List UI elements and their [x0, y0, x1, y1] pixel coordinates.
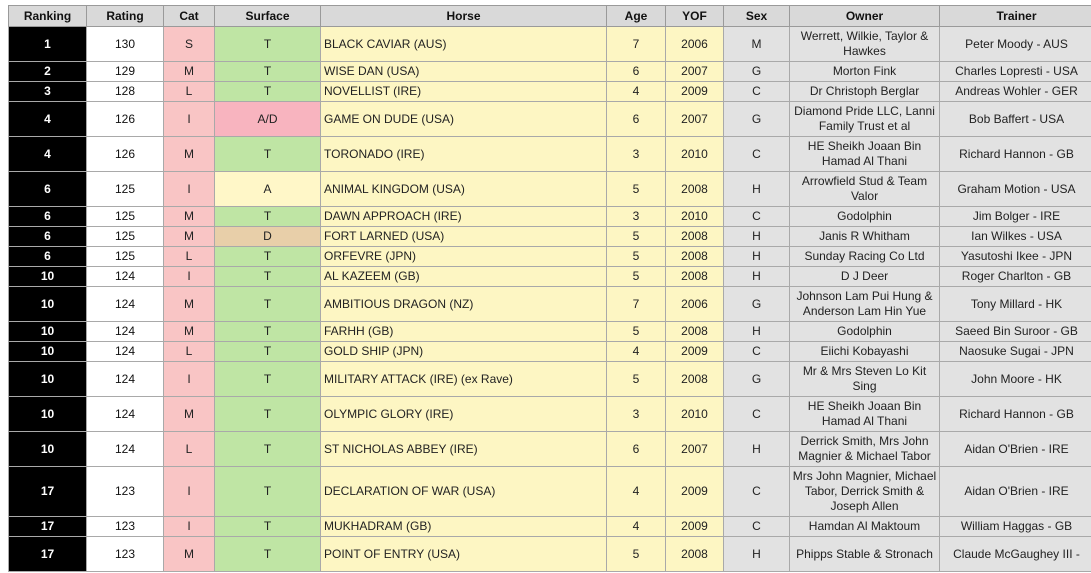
sex-cell: G [724, 362, 790, 397]
cat-cell: I [164, 102, 215, 137]
trainer-cell: Aidan O'Brien - IRE [940, 467, 1091, 517]
rating-cell: 124 [87, 267, 164, 287]
horse-name-cell: NOVELLIST (IRE) [321, 82, 607, 102]
trainer-cell: William Haggas - GB [940, 517, 1091, 537]
ranking-cell: 6 [9, 227, 87, 247]
age-cell: 5 [607, 537, 666, 572]
table-row [9, 62, 1091, 82]
surface-cell: T [215, 82, 321, 102]
owner-cell: Derrick Smith, Mrs John Magnier & Michael Tabor [790, 432, 940, 467]
age-cell: 4 [607, 342, 666, 362]
rating-cell: 125 [87, 172, 164, 207]
ranking-cell: 10 [9, 287, 87, 322]
col-header-ranking[interactable]: Ranking [9, 6, 87, 27]
ranking-cell: 10 [9, 342, 87, 362]
sex-cell: C [724, 397, 790, 432]
rankings-table [8, 5, 1091, 572]
surface-cell: A [215, 172, 321, 207]
yof-cell: 2006 [666, 287, 724, 322]
table-row [9, 432, 1091, 467]
surface-cell: T [215, 137, 321, 172]
sex-cell: C [724, 517, 790, 537]
owner-cell: Mrs John Magnier, Michael Tabor, Derrick Smith & Joseph Allen [790, 467, 940, 517]
trainer-cell: Andreas Wohler - GER [940, 82, 1091, 102]
horse-name-cell: FORT LARNED (USA) [321, 227, 607, 247]
cat-cell: M [164, 287, 215, 322]
owner-cell: Janis R Whitham [790, 227, 940, 247]
cat-cell: I [164, 267, 215, 287]
age-cell: 5 [607, 322, 666, 342]
rating-cell: 125 [87, 207, 164, 227]
trainer-cell: Aidan O'Brien - IRE [940, 432, 1091, 467]
table-row [9, 207, 1091, 227]
yof-cell: 2008 [666, 362, 724, 397]
ranking-cell: 4 [9, 102, 87, 137]
rating-cell: 124 [87, 322, 164, 342]
sex-cell: G [724, 287, 790, 322]
horse-name-cell: OLYMPIC GLORY (IRE) [321, 397, 607, 432]
ranking-cell: 1 [9, 27, 87, 62]
rating-cell: 123 [87, 467, 164, 517]
horse-name-cell: MUKHADRAM (GB) [321, 517, 607, 537]
trainer-cell: Graham Motion - USA [940, 172, 1091, 207]
rating-cell: 124 [87, 362, 164, 397]
trainer-cell: Naosuke Sugai - JPN [940, 342, 1091, 362]
age-cell: 6 [607, 102, 666, 137]
age-cell: 3 [607, 397, 666, 432]
sex-cell: C [724, 207, 790, 227]
sex-cell: H [724, 537, 790, 572]
age-cell: 3 [607, 207, 666, 227]
yof-cell: 2007 [666, 432, 724, 467]
owner-cell: Mr & Mrs Steven Lo Kit Sing [790, 362, 940, 397]
surface-cell: T [215, 27, 321, 62]
yof-cell: 2008 [666, 227, 724, 247]
table-row [9, 362, 1091, 397]
age-cell: 6 [607, 432, 666, 467]
ranking-cell: 6 [9, 207, 87, 227]
rating-cell: 124 [87, 287, 164, 322]
ranking-cell: 10 [9, 322, 87, 342]
surface-cell: T [215, 207, 321, 227]
yof-cell: 2008 [666, 322, 724, 342]
table-row [9, 27, 1091, 62]
col-header-surface[interactable]: Surface [215, 6, 321, 27]
sex-cell: C [724, 137, 790, 172]
trainer-cell: Richard Hannon - GB [940, 137, 1091, 172]
yof-cell: 2010 [666, 137, 724, 172]
surface-cell: T [215, 322, 321, 342]
cat-cell: M [164, 62, 215, 82]
cat-cell: M [164, 397, 215, 432]
trainer-cell: Yasutoshi Ikee - JPN [940, 247, 1091, 267]
col-header-trainer[interactable]: Trainer [940, 6, 1091, 27]
table-row [9, 537, 1091, 572]
trainer-cell: Saeed Bin Suroor - GB [940, 322, 1091, 342]
yof-cell: 2009 [666, 342, 724, 362]
cat-cell: M [164, 207, 215, 227]
sex-cell: H [724, 432, 790, 467]
owner-cell: Dr Christoph Berglar [790, 82, 940, 102]
trainer-cell: John Moore - HK [940, 362, 1091, 397]
col-header-yof[interactable]: YOF [666, 6, 724, 27]
table-row [9, 247, 1091, 267]
owner-cell: Sunday Racing Co Ltd [790, 247, 940, 267]
rating-cell: 128 [87, 82, 164, 102]
surface-cell: D [215, 227, 321, 247]
table-row [9, 287, 1091, 322]
table-row [9, 342, 1091, 362]
yof-cell: 2008 [666, 172, 724, 207]
table-row [9, 82, 1091, 102]
rating-cell: 126 [87, 137, 164, 172]
owner-cell: Eiichi Kobayashi [790, 342, 940, 362]
trainer-cell: Ian Wilkes - USA [940, 227, 1091, 247]
ranking-cell: 6 [9, 172, 87, 207]
surface-cell: T [215, 267, 321, 287]
sex-cell: M [724, 27, 790, 62]
ranking-cell: 17 [9, 517, 87, 537]
horse-name-cell: BLACK CAVIAR (AUS) [321, 27, 607, 62]
owner-cell: Johnson Lam Pui Hung & Anderson Lam Hin Yue [790, 287, 940, 322]
sex-cell: G [724, 62, 790, 82]
cat-cell: I [164, 517, 215, 537]
ranking-cell: 4 [9, 137, 87, 172]
age-cell: 5 [607, 362, 666, 397]
rating-cell: 123 [87, 537, 164, 572]
owner-cell: Phipps Stable & Stronach [790, 537, 940, 572]
rating-cell: 123 [87, 517, 164, 537]
yof-cell: 2009 [666, 467, 724, 517]
surface-cell: T [215, 467, 321, 517]
trainer-cell: Charles Lopresti - USA [940, 62, 1091, 82]
rating-cell: 124 [87, 342, 164, 362]
surface-cell: T [215, 537, 321, 572]
col-header-owner[interactable]: Owner [790, 6, 940, 27]
surface-cell: T [215, 342, 321, 362]
rating-cell: 126 [87, 102, 164, 137]
table-row [9, 172, 1091, 207]
age-cell: 6 [607, 62, 666, 82]
horse-name-cell: AMBITIOUS DRAGON (NZ) [321, 287, 607, 322]
horse-name-cell: DAWN APPROACH (IRE) [321, 207, 607, 227]
ranking-cell: 3 [9, 82, 87, 102]
col-header-rating[interactable]: Rating [87, 6, 164, 27]
surface-cell: A/D [215, 102, 321, 137]
rating-cell: 124 [87, 397, 164, 432]
surface-cell: T [215, 287, 321, 322]
horse-name-cell: FARHH (GB) [321, 322, 607, 342]
cat-cell: S [164, 27, 215, 62]
cat-cell: L [164, 342, 215, 362]
cat-cell: I [164, 467, 215, 517]
horse-name-cell: TORONADO (IRE) [321, 137, 607, 172]
cat-cell: M [164, 322, 215, 342]
horse-name-cell: AL KAZEEM (GB) [321, 267, 607, 287]
table-body [9, 27, 1091, 572]
owner-cell: HE Sheikh Joaan Bin Hamad Al Thani [790, 397, 940, 432]
ranking-cell: 10 [9, 362, 87, 397]
sex-cell: H [724, 227, 790, 247]
surface-cell: T [215, 397, 321, 432]
yof-cell: 2008 [666, 247, 724, 267]
sex-cell: H [724, 247, 790, 267]
cat-cell: M [164, 137, 215, 172]
age-cell: 5 [607, 227, 666, 247]
table-row [9, 227, 1091, 247]
age-cell: 5 [607, 267, 666, 287]
trainer-cell: Jim Bolger - IRE [940, 207, 1091, 227]
horse-name-cell: GOLD SHIP (JPN) [321, 342, 607, 362]
surface-cell: T [215, 362, 321, 397]
table-row [9, 397, 1091, 432]
surface-cell: T [215, 517, 321, 537]
age-cell: 4 [607, 467, 666, 517]
sex-cell: C [724, 342, 790, 362]
yof-cell: 2010 [666, 207, 724, 227]
ranking-cell: 6 [9, 247, 87, 267]
owner-cell: Hamdan Al Maktoum [790, 517, 940, 537]
ranking-cell: 10 [9, 397, 87, 432]
age-cell: 4 [607, 82, 666, 102]
table-row [9, 517, 1091, 537]
ranking-cell: 2 [9, 62, 87, 82]
trainer-cell: Bob Baffert - USA [940, 102, 1091, 137]
age-cell: 7 [607, 287, 666, 322]
rating-cell: 125 [87, 227, 164, 247]
sex-cell: C [724, 467, 790, 517]
col-header-sex[interactable]: Sex [724, 6, 790, 27]
yof-cell: 2007 [666, 102, 724, 137]
surface-cell: T [215, 247, 321, 267]
horse-name-cell: WISE DAN (USA) [321, 62, 607, 82]
cat-cell: L [164, 82, 215, 102]
horse-name-cell: ORFEVRE (JPN) [321, 247, 607, 267]
cat-cell: M [164, 227, 215, 247]
owner-cell: Morton Fink [790, 62, 940, 82]
surface-cell: T [215, 432, 321, 467]
owner-cell: D J Deer [790, 267, 940, 287]
owner-cell: Werrett, Wilkie, Taylor & Hawkes [790, 27, 940, 62]
col-header-cat[interactable]: Cat [164, 6, 215, 27]
horse-name-cell: DECLARATION OF WAR (USA) [321, 467, 607, 517]
age-cell: 5 [607, 247, 666, 267]
sex-cell: H [724, 172, 790, 207]
yof-cell: 2008 [666, 267, 724, 287]
yof-cell: 2009 [666, 517, 724, 537]
age-cell: 7 [607, 27, 666, 62]
yof-cell: 2010 [666, 397, 724, 432]
owner-cell: Arrowfield Stud & Team Valor [790, 172, 940, 207]
ranking-cell: 17 [9, 467, 87, 517]
col-header-age[interactable]: Age [607, 6, 666, 27]
trainer-cell: Roger Charlton - GB [940, 267, 1091, 287]
trainer-cell: Tony Millard - HK [940, 287, 1091, 322]
surface-cell: T [215, 62, 321, 82]
yof-cell: 2007 [666, 62, 724, 82]
table-row [9, 467, 1091, 517]
yof-cell: 2008 [666, 537, 724, 572]
table-row [9, 137, 1091, 172]
ranking-cell: 17 [9, 537, 87, 572]
owner-cell: Diamond Pride LLC, Lanni Family Trust et al [790, 102, 940, 137]
cat-cell: L [164, 247, 215, 267]
horse-name-cell: GAME ON DUDE (USA) [321, 102, 607, 137]
sex-cell: C [724, 82, 790, 102]
horse-name-cell: ST NICHOLAS ABBEY (IRE) [321, 432, 607, 467]
header-row [9, 6, 1091, 27]
trainer-cell: Richard Hannon - GB [940, 397, 1091, 432]
table-row [9, 322, 1091, 342]
table-row [9, 267, 1091, 287]
age-cell: 5 [607, 172, 666, 207]
age-cell: 4 [607, 517, 666, 537]
yof-cell: 2006 [666, 27, 724, 62]
age-cell: 3 [607, 137, 666, 172]
table-row [9, 102, 1091, 137]
cat-cell: I [164, 362, 215, 397]
ranking-cell: 10 [9, 432, 87, 467]
cat-cell: M [164, 537, 215, 572]
trainer-cell: Claude McGaughey III - [940, 537, 1091, 572]
owner-cell: Godolphin [790, 207, 940, 227]
cat-cell: L [164, 432, 215, 467]
rating-cell: 124 [87, 432, 164, 467]
yof-cell: 2009 [666, 82, 724, 102]
rating-cell: 125 [87, 247, 164, 267]
ranking-cell: 10 [9, 267, 87, 287]
rating-cell: 129 [87, 62, 164, 82]
owner-cell: HE Sheikh Joaan Bin Hamad Al Thani [790, 137, 940, 172]
horse-name-cell: POINT OF ENTRY (USA) [321, 537, 607, 572]
owner-cell: Godolphin [790, 322, 940, 342]
sex-cell: H [724, 267, 790, 287]
cat-cell: I [164, 172, 215, 207]
col-header-horse[interactable]: Horse [321, 6, 607, 27]
sex-cell: G [724, 102, 790, 137]
sex-cell: H [724, 322, 790, 342]
trainer-cell: Peter Moody - AUS [940, 27, 1091, 62]
horse-name-cell: ANIMAL KINGDOM (USA) [321, 172, 607, 207]
rating-cell: 130 [87, 27, 164, 62]
horse-name-cell: MILITARY ATTACK (IRE) (ex Rave) [321, 362, 607, 397]
